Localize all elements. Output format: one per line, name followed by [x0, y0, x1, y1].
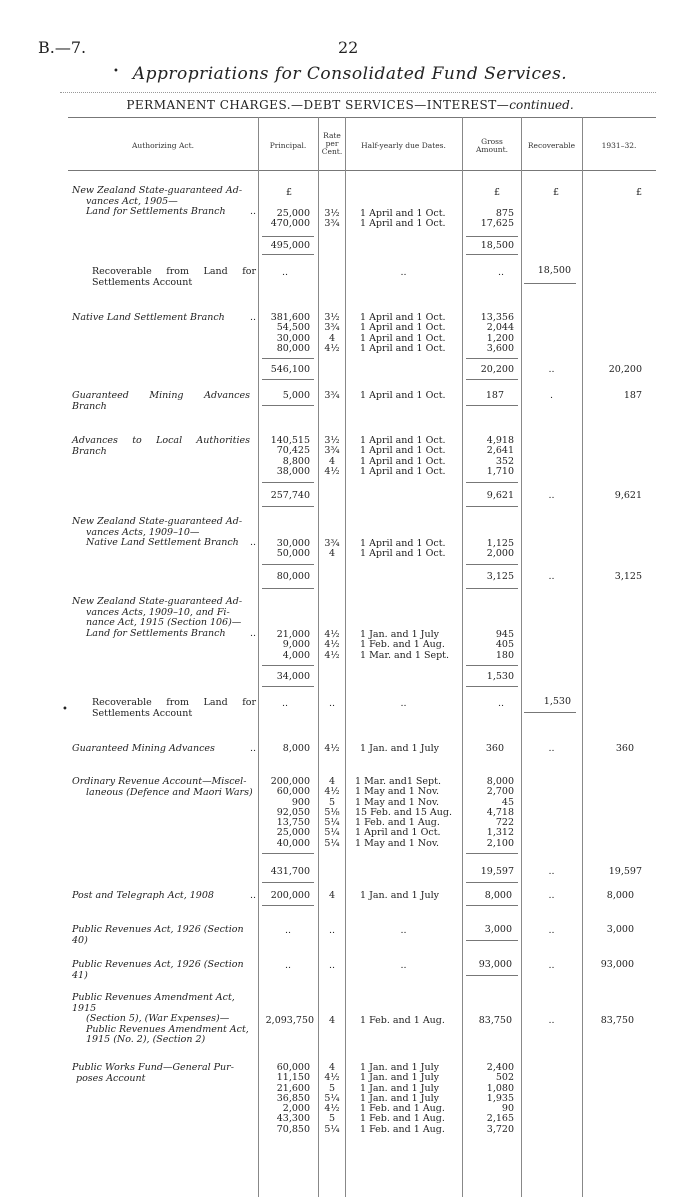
recoverable-value: .. [548, 925, 555, 936]
gross-values: 93,000 [478, 959, 512, 970]
subtotal-rule [466, 482, 518, 483]
rate-values: 3¾ 4 [324, 538, 340, 560]
page-number: 22 [338, 38, 359, 57]
rate-values: .. [328, 925, 336, 936]
act-line: Ordinary Revenue Account—Miscel- [72, 776, 247, 787]
subtotal-rule [466, 564, 518, 565]
currency-recoverable: £ [552, 187, 559, 198]
act-label: Post and Telegraph Act, 1908 .. [72, 890, 256, 901]
column-divider [521, 117, 522, 1197]
principal-values: 21,000 9,000 4,000 [276, 629, 310, 661]
act-line: laneous (Defence and Maori Wars) [86, 786, 253, 798]
due-dates: .. [400, 267, 407, 278]
act-label [72, 1063, 256, 1084]
gross-total: 20,200 [480, 364, 514, 375]
subtotal-rule [466, 254, 518, 255]
subtotal-rule [262, 482, 314, 483]
due-dates: 1 April and 1 Oct. 1 April and 1 Oct. 1 April and 1 Oct. 1 April and 1 Oct. [360, 312, 446, 354]
act-line: nance Act, 1915 (Section 106)— [86, 617, 242, 628]
column-divider [462, 117, 463, 1197]
rate-values: 4½ 4½ 4½ [324, 629, 340, 661]
column-divider [318, 117, 319, 1197]
gross-values: 83,750 [478, 1015, 512, 1026]
subtotal-rule [262, 588, 314, 589]
act-line: Public Revenues Act, 1926 (Section 41) [72, 959, 244, 981]
principal-total: 257,740 [270, 490, 310, 501]
principal-values: 60,000 11,150 21,600 36,850 2,000 43,300 70,850 [276, 1062, 310, 1135]
subtotal-rule [262, 686, 314, 687]
gross-values: 3,000 [484, 924, 512, 935]
act-label: Guaranteed Mining Advances .. [72, 743, 256, 754]
recoverable-value: 18,500 [537, 265, 571, 276]
header-gross: Gross Amount. [475, 137, 509, 154]
act-line: Native Land Settlement Branch [86, 537, 239, 548]
recoverable-value: .. [548, 866, 555, 877]
principal-values: 200,000 60,000 900 92,050 13,750 25,000 40,000 [270, 776, 310, 849]
gross-total: 3,125 [486, 571, 514, 582]
gross-values: 4,918 2,641 352 1,710 [486, 435, 514, 477]
principal-values: 8,000 [282, 743, 310, 754]
column-divider [345, 117, 346, 1197]
recoverable-text: Recoverable from Land for Settlements Account [92, 266, 256, 288]
rate-values: 4 4½ 5 5¼ 4½ 5 5¼ [324, 1062, 340, 1135]
year-total: 9,621 [614, 490, 642, 501]
subtotal-rule [262, 236, 314, 237]
rate-values: 3½ 3¾ 4 4½ [324, 435, 340, 477]
gross-values: 1,125 2,000 [486, 538, 514, 560]
recoverable-value: .. [548, 364, 555, 375]
gross-values: 360 [485, 743, 504, 754]
table-subtitle [0, 98, 700, 112]
header-bottom-rule [68, 170, 656, 171]
act-line: Guaranteed Mining Advances [72, 743, 215, 754]
year-total: 19,597 [608, 866, 642, 877]
due-dates: 1 Feb. and 1 Aug. [360, 1015, 445, 1026]
header-principal: Principal. [269, 141, 307, 150]
act-label: New Zealand State-guaranteed Ad- vances Act, 1905— Land for Settlements Branch .. [72, 185, 256, 217]
year-total: 3,000 [606, 924, 634, 935]
currency-year: £ [635, 187, 642, 198]
principal-values: 381,600 54,500 30,000 80,000 [270, 312, 310, 354]
subtotal-rule [262, 882, 314, 883]
recoverable-value: 1,530 [543, 696, 571, 707]
gross-total: 1,530 [486, 671, 514, 682]
year-total: 3,125 [614, 571, 642, 582]
gross-values: 945 405 180 [495, 629, 514, 661]
principal-total: 34,000 [276, 671, 310, 682]
rate-values: 3¾ [324, 390, 340, 401]
rate-values: .. [328, 960, 336, 971]
act-line: Land for Settlements Branch [86, 627, 226, 639]
gross-values: 875 17,625 [480, 208, 514, 230]
subtotal-rule [262, 254, 314, 255]
bullet-mark: • [113, 66, 119, 77]
subtotal-rule [524, 712, 576, 713]
recoverable-text: Recoverable from Land for Settlements Account [92, 697, 256, 719]
subtotal-rule [466, 940, 518, 941]
act-line: Public Revenues Amendment Act, [86, 1023, 249, 1035]
due-dates: 1 April and 1 Oct. 1 April and 1 Oct. 1 April and 1 Oct. 1 April and 1 Oct. [360, 435, 446, 477]
subtotal-rule [262, 564, 314, 565]
due-dates: 1 April and 1 Oct. 1 April and 1 Oct. [360, 538, 446, 560]
due-dates: 1 Jan. and 1 July 1 Jan. and 1 July 1 Jan. and 1 July 1 Jan. and 1 July 1 Feb. and 1 Aug. 1 Feb. and 1 Aug. 1 Feb. and 1 Aug. [360, 1062, 445, 1135]
principal-total: 495,000 [270, 240, 310, 251]
gross-values: 187 [485, 390, 504, 401]
act-label: Native Land Settlement Branch .. [72, 312, 256, 323]
act-label [72, 925, 256, 946]
principal-values: 2,093,750 [265, 1015, 314, 1026]
year-total: 8,000 [606, 890, 634, 901]
subtitle-continued: continued. [509, 98, 574, 112]
act-label [72, 436, 250, 457]
act-line: vances Act, 1905— [86, 195, 178, 207]
currency-principal: £ [285, 187, 292, 198]
year-total: 187 [623, 390, 642, 401]
margin-mark: • [62, 704, 68, 715]
act-line: Advances to Local Authorities Branch [72, 435, 250, 457]
subtotal-rule [466, 975, 518, 976]
table-top-rule [68, 117, 656, 118]
act-line: Post and Telegraph Act, 1908 [72, 890, 214, 901]
act-line: poses Account [76, 1072, 146, 1084]
principal-values: .. [284, 925, 292, 936]
subtotal-rule [466, 882, 518, 883]
principal-values: .. [281, 267, 288, 278]
principal-total: 80,000 [276, 571, 310, 582]
gross-total: 18,500 [480, 240, 514, 251]
act-label [72, 777, 256, 798]
subtotal-rule [466, 236, 518, 237]
due-dates: 1 Jan. and 1 July [360, 743, 439, 754]
header-rate: Rate per Cent. [321, 131, 343, 156]
subtotal-rule [262, 379, 314, 380]
act-line: (Section 5), (War Expenses)— [86, 1013, 230, 1024]
act-label: New Zealand State-guaranteed Ad- vances Acts, 1909–10— Native Land Settlement Branch .. [72, 516, 256, 548]
rate-values: 4 [328, 890, 336, 901]
year-total: 83,750 [600, 1015, 634, 1026]
subtotal-rule [466, 379, 518, 380]
rate-values: 3½ 3¾ [324, 208, 340, 230]
header-dates: Half-yearly due Dates. [361, 141, 446, 150]
recoverable-value: .. [548, 743, 555, 754]
header-authorizing-act: Authorizing Act. [132, 141, 194, 150]
rate-values: 4 [328, 1015, 336, 1026]
act-line: Native Land Settlement Branch [72, 312, 225, 323]
due-dates: 1 Jan. and 1 July [360, 890, 439, 901]
subtotal-rule [466, 405, 518, 406]
recoverable-value: .. [548, 571, 555, 582]
header-year: 1931–32. [601, 141, 637, 150]
due-dates: 1 April and 1 Oct. [360, 390, 446, 401]
act-line: Public Revenues Act, 1926 (Section 40) [72, 924, 244, 946]
recoverable-value: .. [548, 960, 555, 971]
due-dates: 1 Mar. and1 Sept. 1 May and 1 Nov. 1 May and 1 Nov. 15 Feb. and 15 Aug. 1 Feb. and 1 Aug. 1 April and 1 Oct. 1 May and 1 Nov. [355, 776, 452, 849]
title-divider [60, 92, 656, 93]
due-dates: .. [400, 960, 407, 971]
recoverable-value: .. [548, 490, 555, 501]
year-total: 93,000 [600, 959, 634, 970]
year-total: 360 [615, 743, 634, 754]
rate-values: 3½ 3¾ 4 4½ [324, 312, 340, 354]
header-recoverable: Recoverable [527, 141, 576, 150]
recoverable-value: .. [548, 1015, 555, 1026]
rate-values: .. [328, 698, 336, 709]
principal-values: .. [281, 698, 288, 709]
act-label: New Zealand State-guaranteed Ad- vances Acts, 1909–10, and Fi- nance Act, 1915 (Section 106)— Land for Settlements Branch .. [72, 596, 256, 639]
gross-values: .. [497, 267, 504, 278]
column-divider [582, 117, 583, 1197]
due-dates: 1 Jan. and 1 July 1 Feb. and 1 Aug. 1 Mar. and 1 Sept. [360, 629, 449, 661]
subtitle-main: PERMANENT CHARGES.—DEBT SERVICES—INTEREST— [126, 98, 510, 112]
act-line: Public Works Fund—General Pur- [72, 1062, 234, 1073]
principal-values: 30,000 50,000 [276, 538, 310, 560]
act-line: 1915 (No. 2), (Section 2) [86, 1034, 206, 1045]
subtotal-rule [262, 405, 314, 406]
recoverable-value: . [549, 390, 554, 401]
subtotal-rule [466, 686, 518, 687]
act-line: Land for Settlements Branch [86, 206, 226, 217]
act-line: Public Revenues Amendment Act, 1915 [72, 992, 235, 1014]
gross-values: .. [497, 698, 504, 709]
act-line: Guaranteed Mining Advances Branch [72, 390, 250, 412]
subtotal-rule [466, 905, 518, 906]
act-label [72, 960, 256, 981]
page-title: Appropriations for Consolidated Fund Services. [132, 64, 568, 84]
act-line: New Zealand State-guaranteed Ad- [72, 516, 243, 527]
recoverable-value: .. [548, 890, 555, 901]
subtotal-rule [262, 853, 314, 854]
gross-values: 13,356 2,044 1,200 3,600 [480, 312, 514, 354]
due-dates: .. [400, 698, 407, 709]
principal-total: 546,100 [270, 364, 310, 375]
act-line: New Zealand State-guaranteed Ad- [72, 596, 243, 607]
due-dates: .. [400, 925, 407, 936]
act-line: vances Acts, 1909–10, and Fi- [86, 606, 230, 618]
principal-values: 25,000 470,000 [270, 208, 310, 230]
subtotal-rule [466, 665, 518, 666]
principal-values: .. [284, 960, 292, 971]
subtotal-rule [262, 665, 314, 666]
currency-gross: £ [493, 187, 500, 198]
subtotal-rule [524, 283, 576, 284]
act-line: vances Acts, 1909–10— [86, 526, 200, 538]
act-label [72, 993, 256, 1046]
principal-values: 140,515 70,425 8,800 38,000 [270, 435, 310, 477]
subtotal-rule [466, 588, 518, 589]
gross-values: 8,000 2,700 45 4,718 722 1,312 2,100 [486, 776, 514, 849]
subtotal-rule [466, 853, 518, 854]
rate-values: 4½ [324, 743, 340, 754]
principal-total: 431,700 [270, 866, 310, 877]
rate-values: 4 4½ 5 5⅛ 5¼ 5¼ 5¼ [324, 776, 340, 849]
gross-total: 9,621 [486, 490, 514, 501]
subtotal-rule [262, 905, 314, 906]
year-total: 20,200 [608, 364, 642, 375]
subtotal-rule [466, 506, 518, 507]
subtotal-rule [262, 358, 314, 359]
due-dates: 1 April and 1 Oct. 1 April and 1 Oct. [360, 208, 446, 230]
subtotal-rule [466, 358, 518, 359]
act-line: New Zealand State-guaranteed Ad- [72, 185, 243, 196]
subtotal-rule [262, 506, 314, 507]
principal-values: 5,000 [282, 390, 310, 401]
gross-values: 2,400 502 1,080 1,935 90 2,165 3,720 [486, 1062, 514, 1135]
act-label [72, 391, 250, 412]
gross-total: 19,597 [480, 866, 514, 877]
gross-values: 8,000 [484, 890, 512, 901]
principal-values: 200,000 [270, 890, 310, 901]
page-reference: B.—7. [38, 38, 87, 57]
